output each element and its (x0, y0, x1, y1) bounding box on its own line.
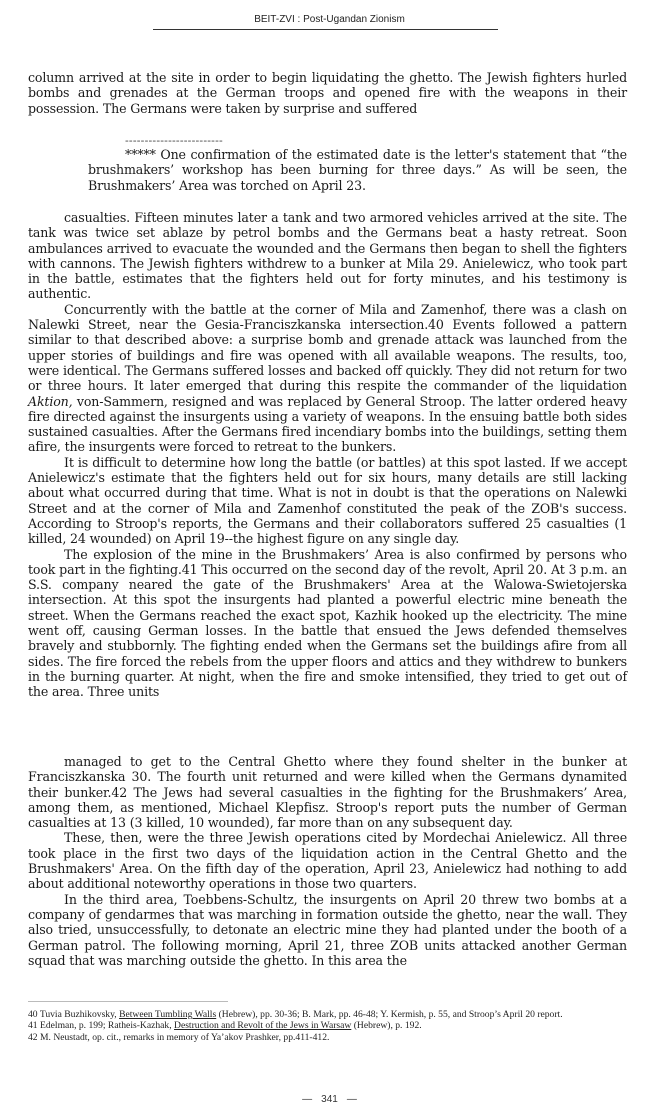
footnote-text: (Hebrew), p. 192. (351, 1020, 422, 1032)
cited-title: Between Tumbling Walls (119, 1009, 217, 1020)
note-separator: ------------------------- (125, 134, 223, 147)
paragraph-text-cont: von-Sammern, resigned and was replaced by General Stroop. The latter ordered heavy fire directed against the insurgents using a variety of weapons. In the ensuing battle both sides sustained casualties. After the Germans fired incendiary bombs into the buildings, setting them afire, the insurgents were forced to retreat to the bunkers. (28, 393, 627, 455)
footnote-number: 40 (28, 1009, 38, 1020)
footnote-41 (28, 1020, 628, 1031)
paragraph: It is difficult to determine how long the battle (or battles) at this spot lasted. If we accept Anielewicz's estimate that the fighters held out for six hours, many details are still lacking about what occurred during that time. What is not in doubt is that the operations on Nalewki Street and at the corner of Mila and Zamenhof constituted the peak of the ZOB's success. According to Stroop's reports, the Germans and their collaborators suffered 25 casualties (1 killed, 24 wounded) on April 19--the highest figure on any single day. (28, 454, 627, 547)
body-section-b (28, 754, 627, 968)
footnote-number: 41 (28, 1020, 38, 1032)
paragraph-text: column arrived at the site in order to begin liquidating the ghetto. The Jewish fighters hurled bombs and grenades at the German troops and opened fire with the weapons in their possession. The Germans were taken by surprise and suffered (28, 70, 627, 116)
paragraph: These, then, were the three Jewish operations cited by Mordechai Anielewicz. All three took place in the first two days of the liquidation action in the Central Ghetto and the Brushmakers' Area. On the fifth day of the operation, April 23, Anielewicz had nothing to add about additional noteworthy operations in those two quarters. (28, 830, 627, 892)
continued-paragraph (28, 70, 627, 116)
footnote-text: Edelman, p. 199; Ratheis-Kazhak, (37, 1020, 175, 1032)
paragraph: casualties. Fifteen minutes later a tank and two armored vehicles arrived at the site. The tank was twice set ablaze by petrol bombs and the Germans beat a hasty retreat. Soon ambulances arrived to evacuate the wounded and the Germans then began to shell the fighters with cannons. The Jewish fighters withdrew to a bunker at Mila 29. Anielewicz, who took part in the battle, estimates that the fighters held out for forty minutes, and his testimony is authentic. (28, 210, 627, 302)
footnote-text: Tuvia Buzhikovsky, (37, 1009, 120, 1020)
page-footer (0, 1094, 659, 1105)
footnote-rule (28, 1001, 228, 1002)
paragraph (28, 302, 627, 455)
cited-title: Destruction and Revolt of the Jews in Warsaw (174, 1020, 352, 1032)
footnotes (28, 1009, 628, 1043)
footnote-text: M. Neustadt, op. cit., remarks in memory of Ya’akov Prashker, pp.411-412. (37, 1031, 330, 1043)
inline-note (88, 134, 627, 193)
paragraph-text: Concurrently with the battle at the corner of Mila and Zamenhof, there was a clash on Nalewki Street, near the Gesia-Franciszkanska intersection.40 Events followed a pattern similar to that described above: a surprise bomb and grenade attack was launched from the upper stories of buildings and fire was opened with all available weapons. The results, too, were identical. The Germans suffered losses and backed off quickly. They did not return for two or three hours. It later emerged that during this respite the commander of the liquidation (28, 301, 627, 394)
footnote-42 (28, 1032, 628, 1043)
footnote-text: (Hebrew), pp. 30-36; B. Mark, pp. 46-48; Y. Kermish, p. 55, and Stroop’s April 20 report. (216, 1009, 563, 1020)
paragraph: managed to get to the Central Ghetto where they found shelter in the bunker at Franciszkanska 30. The fourth unit returned and were killed when the Germans dynamited their bunker.42 The Jews had several casualties in the fighting for the Brushmakers’ Area, among them, as mentioned, Michael Klepfisz. Stroop's report puts the number of German casualties at 13 (3 killed, 10 wounded), far more than on any subsequent day. (28, 754, 627, 831)
header-rule (153, 29, 498, 30)
paragraph: In the third area, Toebbens-Schultz, the insurgents on April 20 threw two bombs at a company of gendarmes that was marching in formation outside the ghetto, near the wall. They also tried, unsuccessfully, to detonate an electric mine they had planted under the booth of a German patrol. The following morning, April 21, three ZOB units attacked another German squad that was marching outside the ghetto. In this area the (28, 891, 627, 968)
running-header (0, 14, 659, 25)
footnote-40 (28, 1009, 628, 1020)
note-text: ***** One confirmation of the estimated date is the letter's statement that “the brushmakers’ workshop has been burning for three days.” As will be seen, the Brushmakers’ Area was torched on April 23. (88, 147, 627, 193)
paragraph: The explosion of the mine in the Brushmakers’ Area is also confirmed by persons who took part in the fighting.41 This occurred on the second day of the revolt, April 20. At 3 p.m. an S.S. company neared the gate of the Brushmakers' Area at the Walowa-Swietojerska intersection. At this spot the insurgents had planted a powerful electric mine beneath the street. When the Germans reached the exact spot, Kazhik hooked up the electricity. The mine went off, causing German losses. In the battle that ensued the Jews defended themselves bravely and stubbornly. The fighting ended when the Germans set the buildings afire from all sides. The fire forced the rebels from the upper floors and attics and they withdrew to bunkers in the burning quarter. At night, when the fire and smoke intensified, they tried to get out of the area. Three units (28, 546, 627, 700)
running-header-title: BEIT-ZVI : Post-Ugandan Zionism (254, 14, 405, 25)
body-section-a (28, 210, 627, 700)
footnote-number: 42 (28, 1031, 38, 1043)
dash-left: — (302, 1094, 313, 1105)
dash-right: — (346, 1094, 357, 1105)
italic-term: Aktion, (28, 393, 73, 409)
page-number: 341 (321, 1094, 338, 1105)
